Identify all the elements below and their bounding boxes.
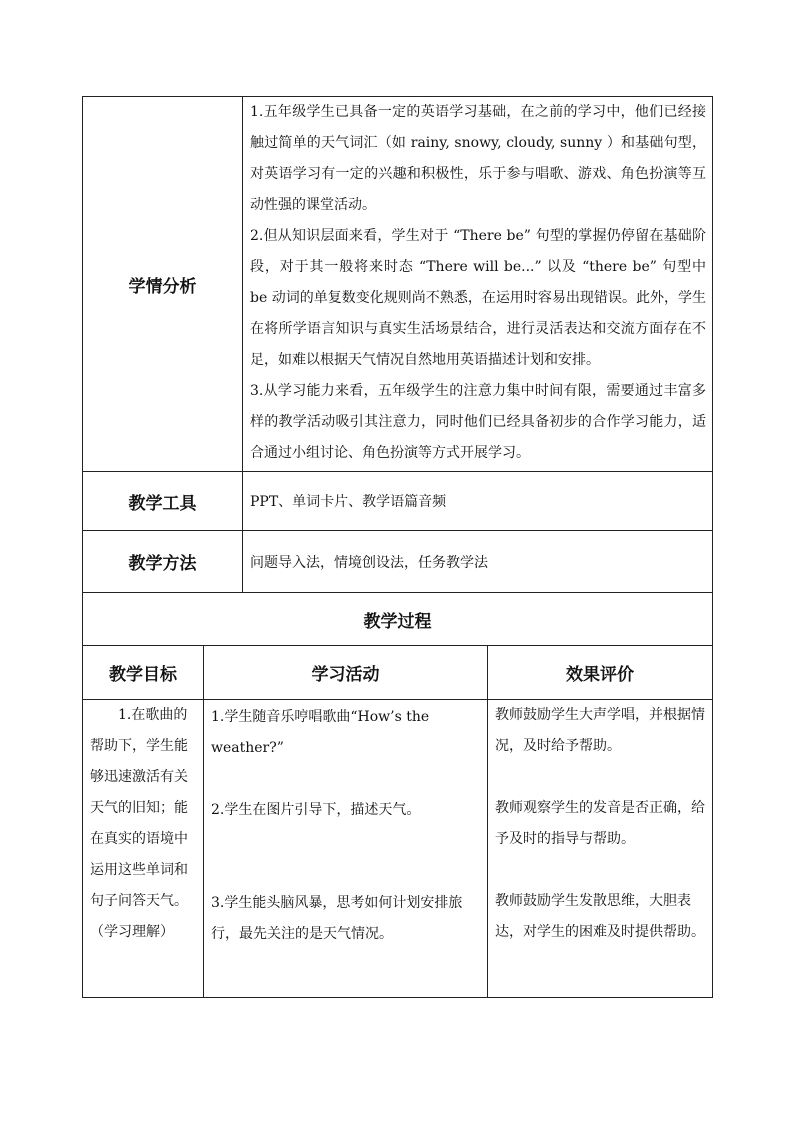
teaching-methods-label: 教学方法	[83, 531, 243, 593]
evaluation-1: 教师鼓励学生大声学唱，并根据情况，及时给予帮助。	[495, 707, 705, 754]
goal-text: 1.在歌曲的帮助下，学生能够迅速激活有关天气的旧知；能在真实的语境中运用这些单词和句子问答天气。（学习理解）	[90, 707, 188, 940]
header-goal: 教学目标	[83, 646, 204, 700]
teaching-methods-row	[83, 531, 713, 593]
activity-1: 1.学生随音乐哼唱歌曲“How’s the weather?”	[211, 709, 430, 756]
learner-analysis-paragraph-3: 3.从学习能力来看，五年级学生的注意力集中时间有限，需要通过丰富多样的教学活动吸引其注意力，同时他们已经具备初步的合作学习能力，适合通过小组讨论、角色扮演等方式开展学习。	[250, 383, 706, 461]
lesson-plan-page	[82, 96, 712, 998]
process-title-row	[83, 593, 713, 646]
teaching-tools-label: 教学工具	[83, 472, 243, 531]
activity-cell	[204, 700, 488, 998]
learner-analysis-content	[243, 97, 713, 472]
learner-analysis-label: 学情分析	[83, 97, 243, 472]
learner-analysis-paragraph-1: 1.五年级学生已具备一定的英语学习基础，在之前的学习中，他们已经接触过简单的天气词汇（如 rainy, snowy, cloudy, sunny ）和基础句型，对英语学习有一定的兴趣和积极性，乐于参与唱歌、游戏、角色扮演等互动性强的课堂活动。	[250, 104, 706, 213]
evaluation-3: 教师鼓励学生发散思维，大胆表达，对学生的困难及时提供帮助。	[495, 893, 705, 940]
teaching-methods-value: 问题导入法，情境创设法，任务教学法	[243, 531, 713, 593]
process-title: 教学过程	[83, 593, 713, 646]
lesson-plan-table	[82, 96, 713, 998]
learner-analysis-row	[83, 97, 713, 472]
learner-analysis-paragraph-2: 2.但从知识层面来看，学生对于 “There be” 句型的掌握仍停留在基础阶段，对于其一般将来时态 “There will be...” 以及 “there be” 句型中 be 动词的单复数变化规则尚不熟悉，在运用时容易出现错误。此外，学生在将所学语言知识与真实生活场景结合，进行灵活表达和交流方面存在不足，如难以根据天气情况自然地用英语描述计划和安排。	[250, 228, 706, 368]
header-activity: 学习活动	[204, 646, 488, 700]
activity-2: 2.学生在图片引导下，描述天气。	[211, 802, 421, 818]
evaluation-cell	[488, 700, 713, 998]
teaching-tools-row	[83, 472, 713, 531]
teaching-tools-value: PPT、单词卡片、教学语篇音频	[243, 472, 713, 531]
goal-cell	[83, 700, 204, 998]
process-header-row	[83, 646, 713, 700]
activity-3: 3.学生能头脑风暴，思考如何计划安排旅行，最先关注的是天气情况。	[211, 895, 463, 942]
evaluation-2: 教师观察学生的发音是否正确，给予及时的指导与帮助。	[495, 800, 705, 847]
header-evaluation: 效果评价	[488, 646, 713, 700]
process-step-row	[83, 700, 713, 998]
